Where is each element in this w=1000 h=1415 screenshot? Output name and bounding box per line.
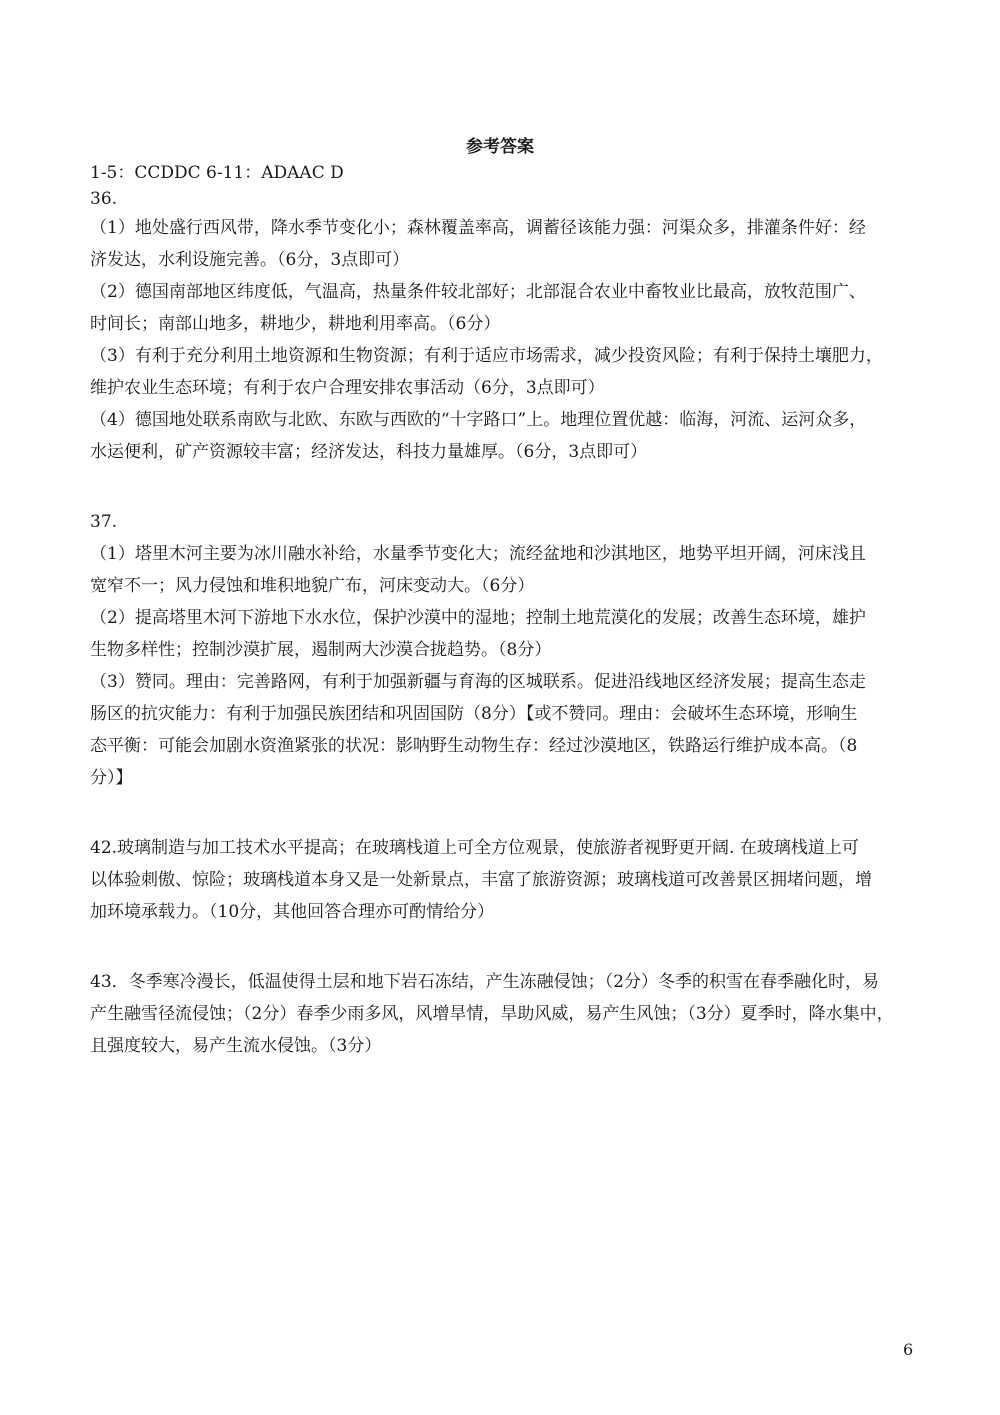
q42-answer-line-2: 以体验刺傲、惊险；玻璃栈道本身又是一处新景点，丰富了旅游资源；玻璃栈道可改善景区拥堵问题，增: [90, 870, 872, 890]
page-title: 参考答案: [466, 137, 534, 157]
q37-answer-3-line-1: （3）赞同。理由：完善路网，有利于加强新疆与育海的区城联系。促进沿线地区经济发展；提高生态走: [90, 672, 866, 692]
q36-answer-2-line-2: 时间长；南部山地多，耕地少，耕地利用率高。（6分）: [90, 314, 501, 334]
q36-answer-1-line-1: （1）地处盛行西风带，降水季节变化小；森林覆盖率高，调蓄径该能力强：河渠众多，排灌条件好：经: [90, 218, 866, 238]
q37-answer-3-line-2: 肠区的抗灾能力：有利于加强民族团结和巩固国防（8分）【或不赞同。理由：会破坏生态环境，形响生: [90, 704, 858, 724]
q37-answer-2-line-2: 生物多样性；控制沙漠扩展，遏制两大沙漠合拢趋势。（8分）: [90, 640, 552, 660]
q43-answer-line-1: 43．冬季寒冷漫长，低温使得土层和地下岩石冻结，产生冻融侵蚀；（2分）冬季的积雪在春季融化时，易: [90, 972, 879, 992]
q43-answer-line-3: 且强度较大，易产生流水侵蚀。（3分）: [90, 1036, 382, 1056]
q36-number: 36.: [90, 189, 118, 209]
q36-answer-1-line-2: 济发达，水利设施完善。（6分，3点即可）: [90, 250, 410, 270]
q36-answer-2-line-1: （2）德国南部地区纬度低，气温高，热量条件较北部好；北部混合农业中畜牧业比最高，放牧范围广、: [90, 282, 866, 302]
q36-answer-3-line-1: （3）有利于充分利用土地资源和生物资源；有利于适应市场需求，减少投资风险；有利于保持土壤肥力，: [90, 346, 883, 366]
q42-answer-line-1: 42.玻璃制造与加工技术水平提高；在玻璃栈道上可全方位观景，使旅游者视野更开阔. 在玻璃栈道上可: [90, 838, 859, 858]
q36-answer-3-line-2: 维护农业生态环境；有利于农户合理安排农事活动（6分，3点即可）: [90, 378, 605, 398]
q37-number: 37.: [90, 512, 118, 532]
q42-answer-line-3: 加环境承载力。（10分，其他回答合理亦可酌情给分）: [90, 902, 495, 922]
q37-answer-3-line-4: 分）】: [90, 768, 133, 788]
answer-content: [90, 160, 930, 1062]
q37-answer-3-line-3: 态平衡：可能会加剧水资渔紧张的状况：影呐野生动物生存：经过沙漠地区，铁路运行维护成本高。（8: [90, 736, 858, 756]
q36-answer-4-line-1: （4）德国地处联系南欧与北欧、东欧与西欧的“十字路口”上。地理位置优越：临海，河流、运河众多，: [90, 410, 867, 430]
q37-answer-1-line-1: （1）塔里木河主要为冰川融水补给，水量季节变化大；流经盆地和沙淇地区，地势平坦开阔，河床浅且: [90, 544, 866, 564]
page-number: 6: [903, 1340, 914, 1359]
q37-answer-2-line-1: （2）提高塔里木河下游地下水水位，保护沙漠中的湿地；控制土地荒漠化的发展；改善生态环境，雄护: [90, 608, 866, 628]
q37-answer-1-line-2: 宽窄不一；风力侵蚀和堆积地貌广布，河床变动大。（6分）: [90, 576, 535, 596]
q43-answer-line-2: 产生融雪径流侵蚀；（2分）春季少雨多风，风增旱情，旱助风威，易产生风蚀；（3分）夏季时，降水集中，: [90, 1004, 894, 1024]
mc-answers: 1-5：CCDDC 6-11：ADAAC D: [90, 163, 344, 183]
q36-answer-4-line-2: 水运便利，矿产资源较丰富；经济发达，科技力量雄厚。（6分，3点即可）: [90, 442, 648, 462]
